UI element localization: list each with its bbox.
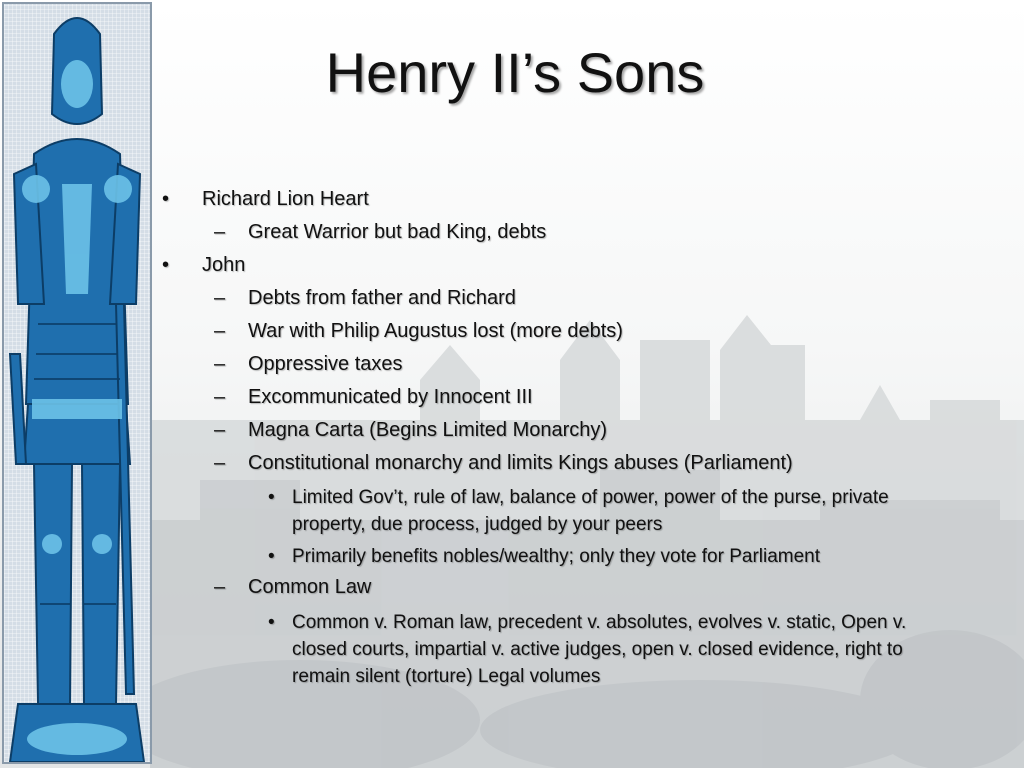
slide-title: Henry II’s Sons [325,41,705,104]
dash-marker: – [214,353,226,375]
dash-marker: – [214,452,226,474]
bullet-text: Common v. Roman law, precedent v. absolutes, evolves v. static, Open v. closed courts, impartial v. active judges, open v. closed evidence, right to remain silent (torture) Legal volumes [292,612,907,687]
dash-marker: – [214,320,226,342]
dash-marker: – [214,386,226,408]
bullet-text: Richard Lion Heart [202,188,369,210]
bullet-marker: • [162,188,170,210]
dash-marker: – [214,576,226,598]
bullet-marker: • [268,612,275,633]
bullet-text: Excommunicated by Innocent III [248,386,533,408]
sub-sub-bullet-item [268,543,938,570]
bullet-text: Debts from father and Richard [248,287,516,309]
bullet-text: War with Philip Augustus lost (more debts) [248,320,623,342]
dash-marker: – [214,287,226,309]
bullet-text: Oppressive taxes [248,353,403,375]
bullet-text: Common Law [248,576,372,598]
dash-marker: – [214,221,226,243]
bullet-text: Constitutional monarchy and limits Kings abuses (Parliament) [248,452,793,474]
sub-sub-bullet-item [268,484,938,538]
bullet-marker: • [268,546,275,567]
bullet-text: Primarily benefits nobles/wealthy; only they vote for Parliament [292,546,821,567]
dash-marker: – [214,419,226,441]
bullet-marker: • [162,254,170,276]
bullet-text: John [202,254,246,276]
bullet-text: Magna Carta (Begins Limited Monarchy) [248,419,608,441]
bullet-text: Great Warrior but bad King, debts [248,221,547,243]
bullet-text: Limited Gov’t, rule of law, balance of power, power of the purse, private property, due process, judged by your peers [292,487,889,535]
sub-sub-bullet-item [268,609,948,690]
bullet-marker: • [268,487,275,508]
